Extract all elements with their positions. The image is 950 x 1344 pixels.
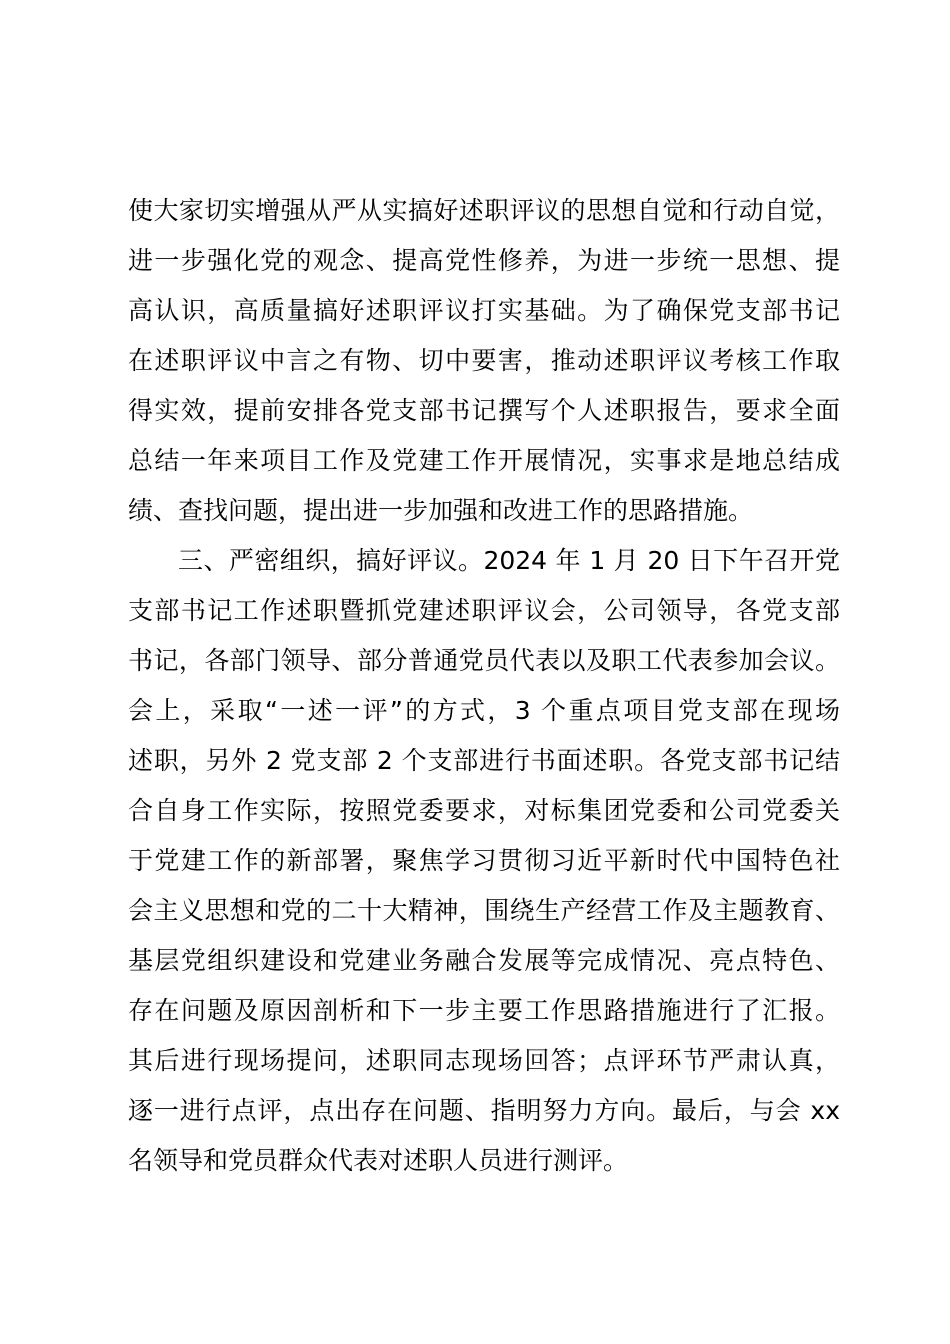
paragraph-1-line: 总结一年来项目工作及党建工作开展情况，实事求是地总结成: [128, 446, 840, 475]
paragraph-1-line: 使大家切实增强从严从实搞好述职评议的思想自觉和行动自觉，: [128, 196, 840, 225]
paragraph-1-line: 高认识，高质量搞好述职评议打实基础。为了确保党支部书记: [128, 296, 840, 325]
paragraph-2-line: 逐一进行点评，点出存在问题、指明努力方向。最后，与会 xx: [128, 1096, 840, 1125]
paragraph-2-line: 存在问题及原因剖析和下一步主要工作思路措施进行了汇报。: [128, 996, 840, 1025]
paragraph-2-line: 述职，另外 2 党支部 2 个支部进行书面述职。各党支部书记结: [128, 746, 840, 775]
paragraph-2-line: 合自身工作实际，按照党委要求，对标集团党委和公司党委关: [128, 796, 840, 825]
paragraph-2-line: 三、严密组织，搞好评议。2024 年 1 月 20 日下午召开党: [178, 546, 840, 575]
paragraph-2-line: 基层党组织建设和党建业务融合发展等完成情况、亮点特色、: [128, 946, 840, 975]
paragraph-2-line: 其后进行现场提问，述职同志现场回答；点评环节严肃认真，: [128, 1046, 840, 1075]
paragraph-2-line: 书记，各部门领导、部分普通党员代表以及职工代表参加会议。: [128, 646, 840, 675]
paragraph-2-line: 于党建工作的新部署，聚焦学习贯彻习近平新时代中国特色社: [128, 846, 840, 875]
body-text: [128, 186, 840, 1186]
paragraph-1-line: 进一步强化党的观念、提高党性修养，为进一步统一思想、提: [128, 246, 840, 275]
paragraph-2-line: 名领导和党员群众代表对述职人员进行测评。: [128, 1146, 629, 1175]
paragraph-2-line: 会上，采取“一述一评”的方式，3 个重点项目党支部在现场: [128, 696, 840, 725]
paragraph-2-line: 支部书记工作述职暨抓党建述职评议会，公司领导，各党支部: [128, 596, 840, 625]
paragraph-1-line: 绩、查找问题，提出进一步加强和改进工作的思路措施。: [128, 496, 754, 525]
paragraph-1-line: 得实效，提前安排各党支部书记撰写个人述职报告，要求全面: [128, 396, 840, 425]
paragraph-2-line: 会主义思想和党的二十大精神，围绕生产经营工作及主题教育、: [128, 896, 840, 925]
paragraph-1-line: 在述职评议中言之有物、切中要害，推动述职评议考核工作取: [128, 346, 840, 375]
